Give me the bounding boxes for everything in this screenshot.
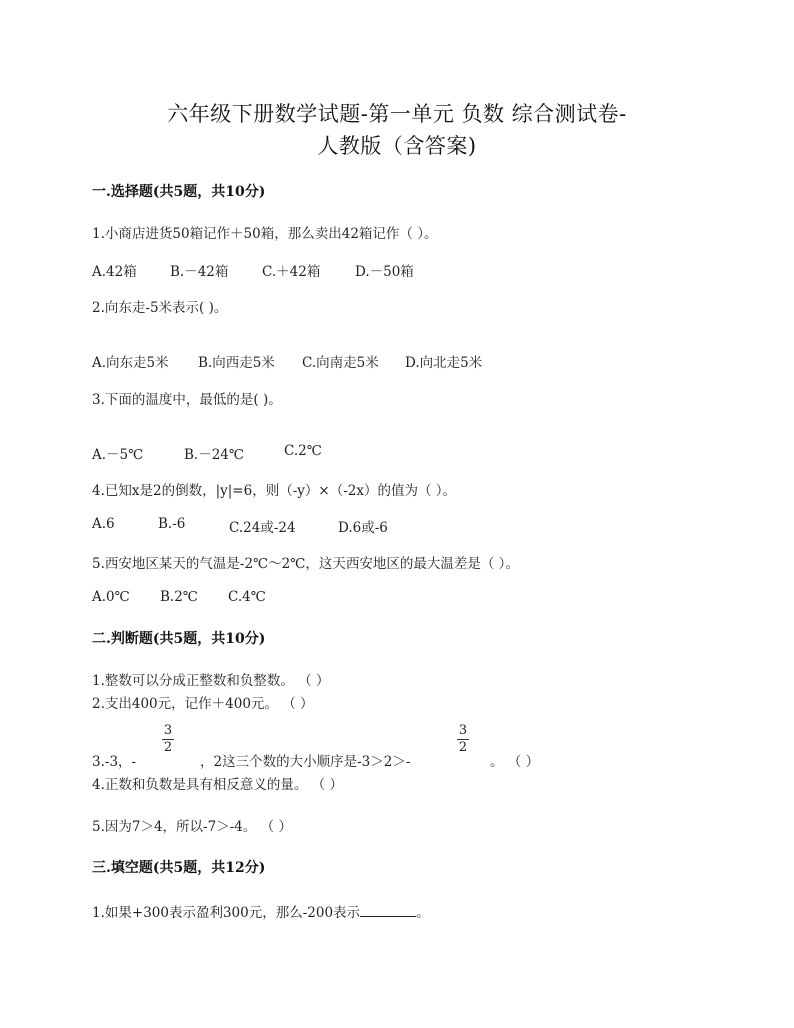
title-line-1: 六年级下册数学试题-第一单元 负数 综合测试卷- [167,102,627,126]
fraction-denominator: 2 [458,740,468,755]
q1-2-option-b: B.向西走5米 [198,355,275,371]
q1-3-text: 3.下面的温度中，最低的是( )。 [92,392,282,408]
q1-4-option-c: C.24或-24 [229,520,296,536]
fraction-three-halves-1 [161,724,175,755]
section-1-heading: 一.选择题(共5题，共10分) [92,184,266,200]
fraction-three-halves-2 [456,724,470,755]
q2-1-text: 1.整数可以分成正整数和负整数。 （ ） [92,673,330,689]
q2-2-text: 2.支出400元，记作＋400元。 （ ） [92,696,314,712]
q1-2-text: 2.向东走-5米表示( )。 [92,300,228,316]
q2-5-text: 5.因为7＞4，所以-7＞-4。 （ ） [92,819,292,835]
q1-5-option-c: C.4℃ [228,589,266,605]
q1-1-option-c: C.＋42箱 [262,264,321,280]
q1-4-option-d: D.6或-6 [338,520,388,536]
q1-3-option-c: C.2℃ [284,443,322,459]
q3-1-line [92,901,430,921]
q1-2-option-d: D.向北走5米 [405,355,483,371]
section-2-heading: 二.判断题(共5题，共10分) [92,631,266,647]
q1-2-option-a: A.向东走5米 [92,355,169,371]
q1-1-option-a: A.42箱 [92,264,137,280]
q3-1-end: 。 [416,905,430,921]
q1-5-option-a: A.0℃ [92,589,130,605]
q1-4-text: 4.已知x是2的倒数，|y|=6，则（-y）×（-2x）的值为（ ）。 [92,483,457,499]
q1-1-text: 1.小商店进货50箱记作＋50箱，那么卖出42箱记作（ ）。 [92,226,438,242]
q2-4-text: 4.正数和负数是具有相反意义的量。 （ ） [92,777,343,793]
q2-3-text-part-c: 。 （ ） [490,754,540,770]
q1-3-option-b: B.－24℃ [184,447,244,463]
q1-1-option-d: D.－50箱 [355,264,414,280]
answer-blank[interactable] [360,904,416,917]
q3-1-text: 1.如果+300表示盈利300元，那么-200表示 [92,905,361,921]
fraction-numerator: 3 [458,723,468,738]
q1-1-option-b: B.－42箱 [170,264,229,280]
fraction-numerator: 3 [163,723,173,738]
title-line-2: 人教版（含答案) [317,134,477,158]
q1-4-option-b: B.-6 [158,516,186,532]
q1-5-option-b: B.2℃ [160,589,198,605]
q1-4-option-a: A.6 [92,516,115,532]
q1-3-option-a: A.－5℃ [92,447,144,463]
q2-3-text-part-b: ，2这三个数的大小顺序是-3＞2＞- [200,754,411,770]
q1-2-option-c: C.向南走5米 [302,355,379,371]
fraction-denominator: 2 [163,740,173,755]
q1-5-text: 5.西安地区某天的气温是-2℃～2℃，这天西安地区的最大温差是（ ）。 [92,556,519,572]
q2-3-text-part-a: 3.-3，- [92,754,137,770]
section-3-heading: 三.填空题(共5题，共12分) [92,860,266,876]
